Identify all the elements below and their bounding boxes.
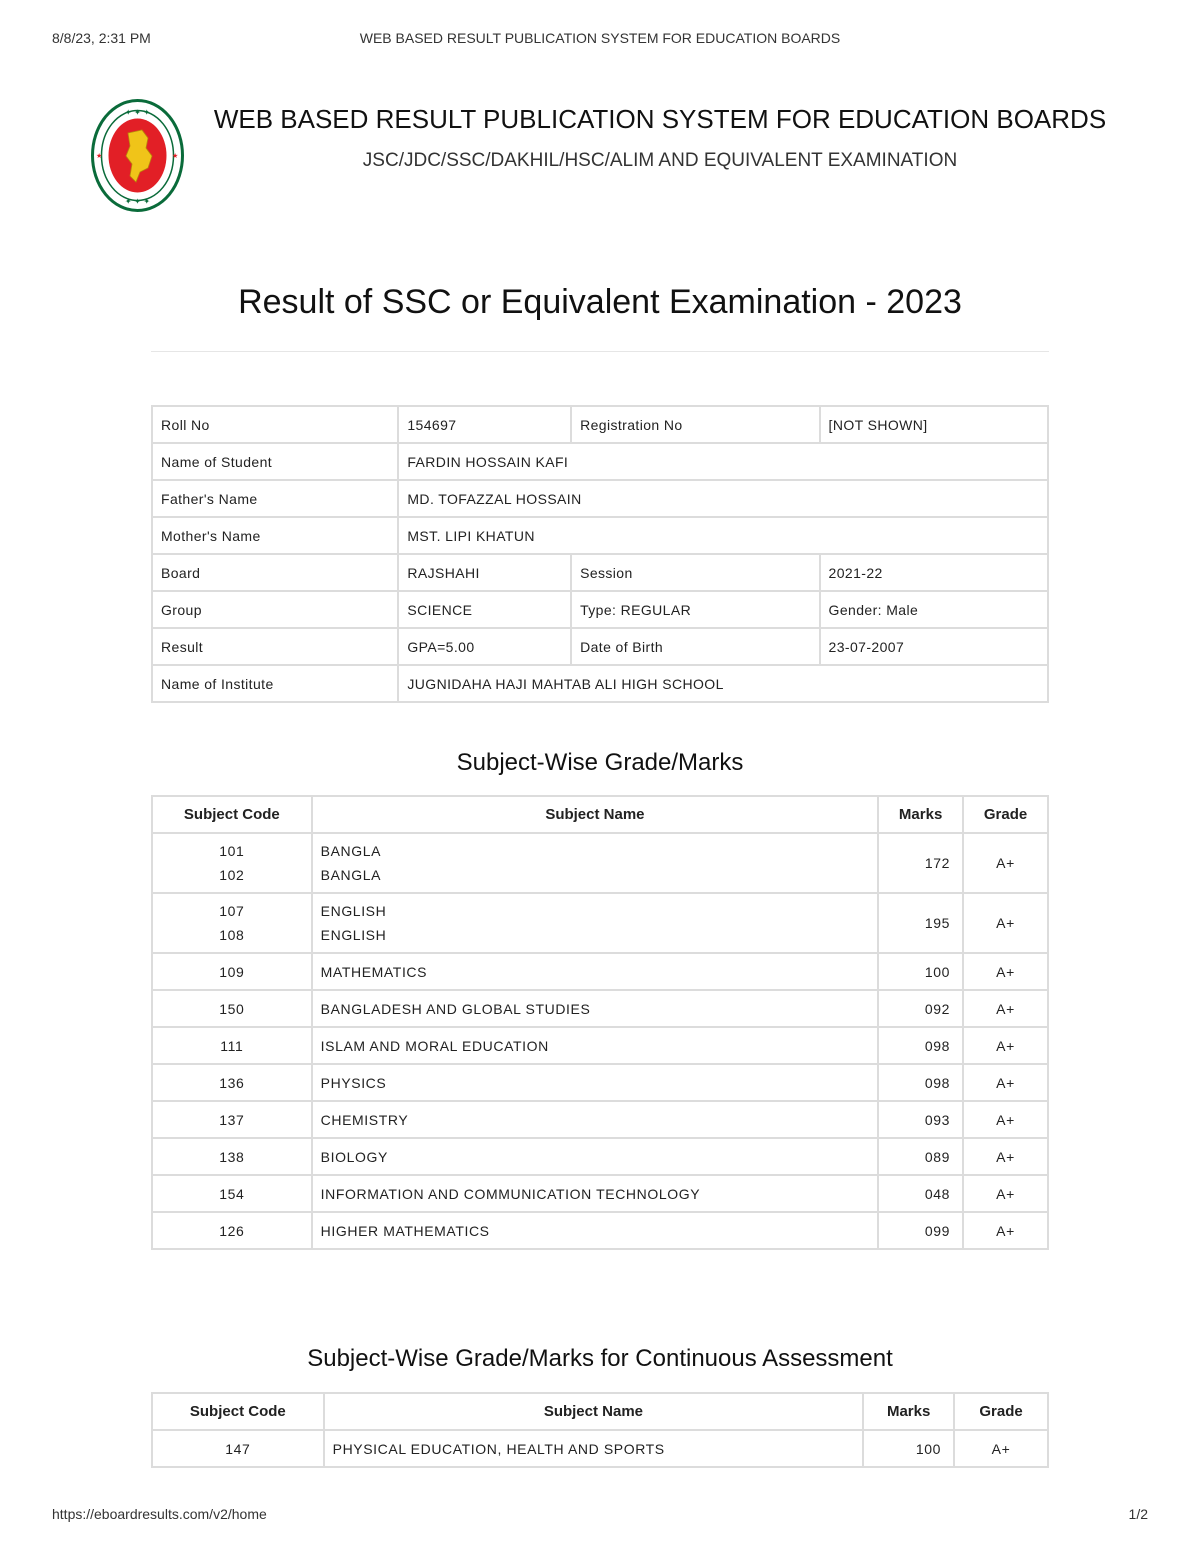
subject-marks: 098 [878, 1027, 963, 1064]
student-name-value: FARDIN HOSSAIN KAFI [398, 443, 1048, 480]
subject-code-2: 108 [219, 927, 245, 943]
subject-code-1: 101 [219, 843, 245, 859]
father-name-value: MD. TOFAZZAL HOSSAIN [398, 480, 1048, 517]
board-value: RAJSHAHI [398, 554, 571, 591]
svg-text:✦ ✦ ✦: ✦ ✦ ✦ [124, 108, 151, 117]
subject-name-1: ENGLISH [320, 903, 387, 919]
subject-grade: A+ [963, 1064, 1048, 1101]
subject-grade: A+ [963, 1101, 1048, 1138]
subject-name [312, 833, 878, 893]
subject-name-2: BANGLA [320, 867, 382, 883]
subject-code [152, 833, 312, 893]
divider [151, 351, 1049, 352]
print-timestamp: 8/8/23, 2:31 PM [52, 30, 151, 46]
institute-value: JUGNIDAHA HAJI MAHTAB ALI HIGH SCHOOL [398, 665, 1048, 702]
subject-marks: 172 [878, 833, 963, 893]
subject-name: CHEMISTRY [312, 1101, 878, 1138]
header-grade: Grade [954, 1393, 1048, 1430]
father-name-label: Father's Name [152, 480, 398, 517]
subject-name: PHYSICAL EDUCATION, HEALTH AND SPORTS [324, 1430, 864, 1467]
subject-name [312, 893, 878, 953]
info-row-roll [152, 406, 1048, 443]
subject-code: 154 [152, 1175, 312, 1212]
table-row [152, 1138, 1048, 1175]
info-row-mother [152, 517, 1048, 554]
dob-value: 23-07-2007 [820, 628, 1048, 665]
print-page-number: 1/2 [1128, 1506, 1148, 1522]
print-page-title: WEB BASED RESULT PUBLICATION SYSTEM FOR EDUCATION BOARDS [359, 30, 841, 46]
subject-code: 138 [152, 1138, 312, 1175]
result-label: Result [152, 628, 398, 665]
session-label: Session [571, 554, 819, 591]
table-row [152, 990, 1048, 1027]
subject-grade: A+ [963, 953, 1048, 990]
table-row [152, 1212, 1048, 1249]
subject-grade: A+ [963, 1138, 1048, 1175]
continuous-header-row [152, 1393, 1048, 1430]
subject-name: BIOLOGY [312, 1138, 878, 1175]
board-label: Board [152, 554, 398, 591]
header-subject-code: Subject Code [152, 796, 312, 833]
subject-code: 147 [152, 1430, 324, 1467]
student-name-label: Name of Student [152, 443, 398, 480]
subject-marks: 100 [878, 953, 963, 990]
subject-marks: 048 [878, 1175, 963, 1212]
subject-marks: 195 [878, 893, 963, 953]
government-seal-logo [90, 98, 185, 213]
gender-value: Gender: Male [820, 591, 1048, 628]
table-row [152, 893, 1048, 953]
subject-marks: 098 [878, 1064, 963, 1101]
header-marks: Marks [878, 796, 963, 833]
group-value: SCIENCE [398, 591, 571, 628]
subject-code: 136 [152, 1064, 312, 1101]
header-subject-name: Subject Name [324, 1393, 864, 1430]
mother-name-value: MST. LIPI KHATUN [398, 517, 1048, 554]
registration-label: Registration No [571, 406, 819, 443]
table-row [152, 1027, 1048, 1064]
subject-name: PHYSICS [312, 1064, 878, 1101]
subject-name-1: BANGLA [320, 843, 382, 859]
site-subtitle: JSC/JDC/SSC/DAKHIL/HSC/ALIM AND EQUIVALENT EXAMINATION [362, 150, 958, 171]
group-label: Group [152, 591, 398, 628]
subject-grade: A+ [963, 990, 1048, 1027]
continuous-assessment-table [151, 1392, 1049, 1468]
roll-value: 154697 [398, 406, 571, 443]
header-grade: Grade [963, 796, 1048, 833]
subject-marks: 093 [878, 1101, 963, 1138]
table-row [152, 1430, 1048, 1467]
subject-code: 109 [152, 953, 312, 990]
info-row-group [152, 591, 1048, 628]
info-row-institute [152, 665, 1048, 702]
subject-marks: 100 [863, 1430, 954, 1467]
header-subject-code: Subject Code [152, 1393, 324, 1430]
subject-code: 126 [152, 1212, 312, 1249]
subject-name: INFORMATION AND COMMUNICATION TECHNOLOGY [312, 1175, 878, 1212]
subject-grade: A+ [954, 1430, 1048, 1467]
subjects-section-title: Subject-Wise Grade/Marks [456, 749, 744, 776]
subject-code-1: 107 [219, 903, 245, 919]
subject-marks: 089 [878, 1138, 963, 1175]
info-row-name [152, 443, 1048, 480]
subject-name-2: ENGLISH [320, 927, 387, 943]
subject-code: 111 [152, 1027, 312, 1064]
svg-text:★: ★ [96, 152, 103, 160]
mother-name-label: Mother's Name [152, 517, 398, 554]
table-row [152, 1175, 1048, 1212]
info-row-father [152, 480, 1048, 517]
print-header [52, 30, 1148, 48]
subject-name: HIGHER MATHEMATICS [312, 1212, 878, 1249]
subjects-header-row [152, 796, 1048, 833]
subject-code [152, 893, 312, 953]
header-marks: Marks [863, 1393, 954, 1430]
header-subject-name: Subject Name [312, 796, 878, 833]
subject-grade: A+ [963, 893, 1048, 953]
svg-text:✦ ✦ ✦: ✦ ✦ ✦ [124, 197, 151, 206]
type-value: Type: REGULAR [571, 591, 819, 628]
student-info-table [151, 405, 1049, 703]
subject-name: MATHEMATICS [312, 953, 878, 990]
subject-code: 137 [152, 1101, 312, 1138]
subjects-table [151, 795, 1049, 1250]
site-title: WEB BASED RESULT PUBLICATION SYSTEM FOR EDUCATION BOARDS [213, 104, 1107, 134]
subject-grade: A+ [963, 1175, 1048, 1212]
info-row-board [152, 554, 1048, 591]
institute-label: Name of Institute [152, 665, 398, 702]
subject-marks: 092 [878, 990, 963, 1027]
roll-label: Roll No [152, 406, 398, 443]
table-row [152, 953, 1048, 990]
subject-code: 150 [152, 990, 312, 1027]
result-title: Result of SSC or Equivalent Examination - 2023 [238, 283, 962, 321]
subject-grade: A+ [963, 1212, 1048, 1249]
info-row-result [152, 628, 1048, 665]
table-row [152, 1064, 1048, 1101]
subject-code-2: 102 [219, 867, 245, 883]
dob-label: Date of Birth [571, 628, 819, 665]
subject-grade: A+ [963, 833, 1048, 893]
subject-grade: A+ [963, 1027, 1048, 1064]
svg-text:★: ★ [172, 152, 179, 160]
continuous-section-title: Subject-Wise Grade/Marks for Continuous Assessment [307, 1345, 893, 1372]
subject-name: BANGLADESH AND GLOBAL STUDIES [312, 990, 878, 1027]
print-url: https://eboardresults.com/v2/home [52, 1506, 267, 1522]
registration-value: [NOT SHOWN] [820, 406, 1048, 443]
result-value: GPA=5.00 [398, 628, 571, 665]
subject-name: ISLAM AND MORAL EDUCATION [312, 1027, 878, 1064]
table-row [152, 1101, 1048, 1138]
table-row [152, 833, 1048, 893]
subject-marks: 099 [878, 1212, 963, 1249]
session-value: 2021-22 [820, 554, 1048, 591]
